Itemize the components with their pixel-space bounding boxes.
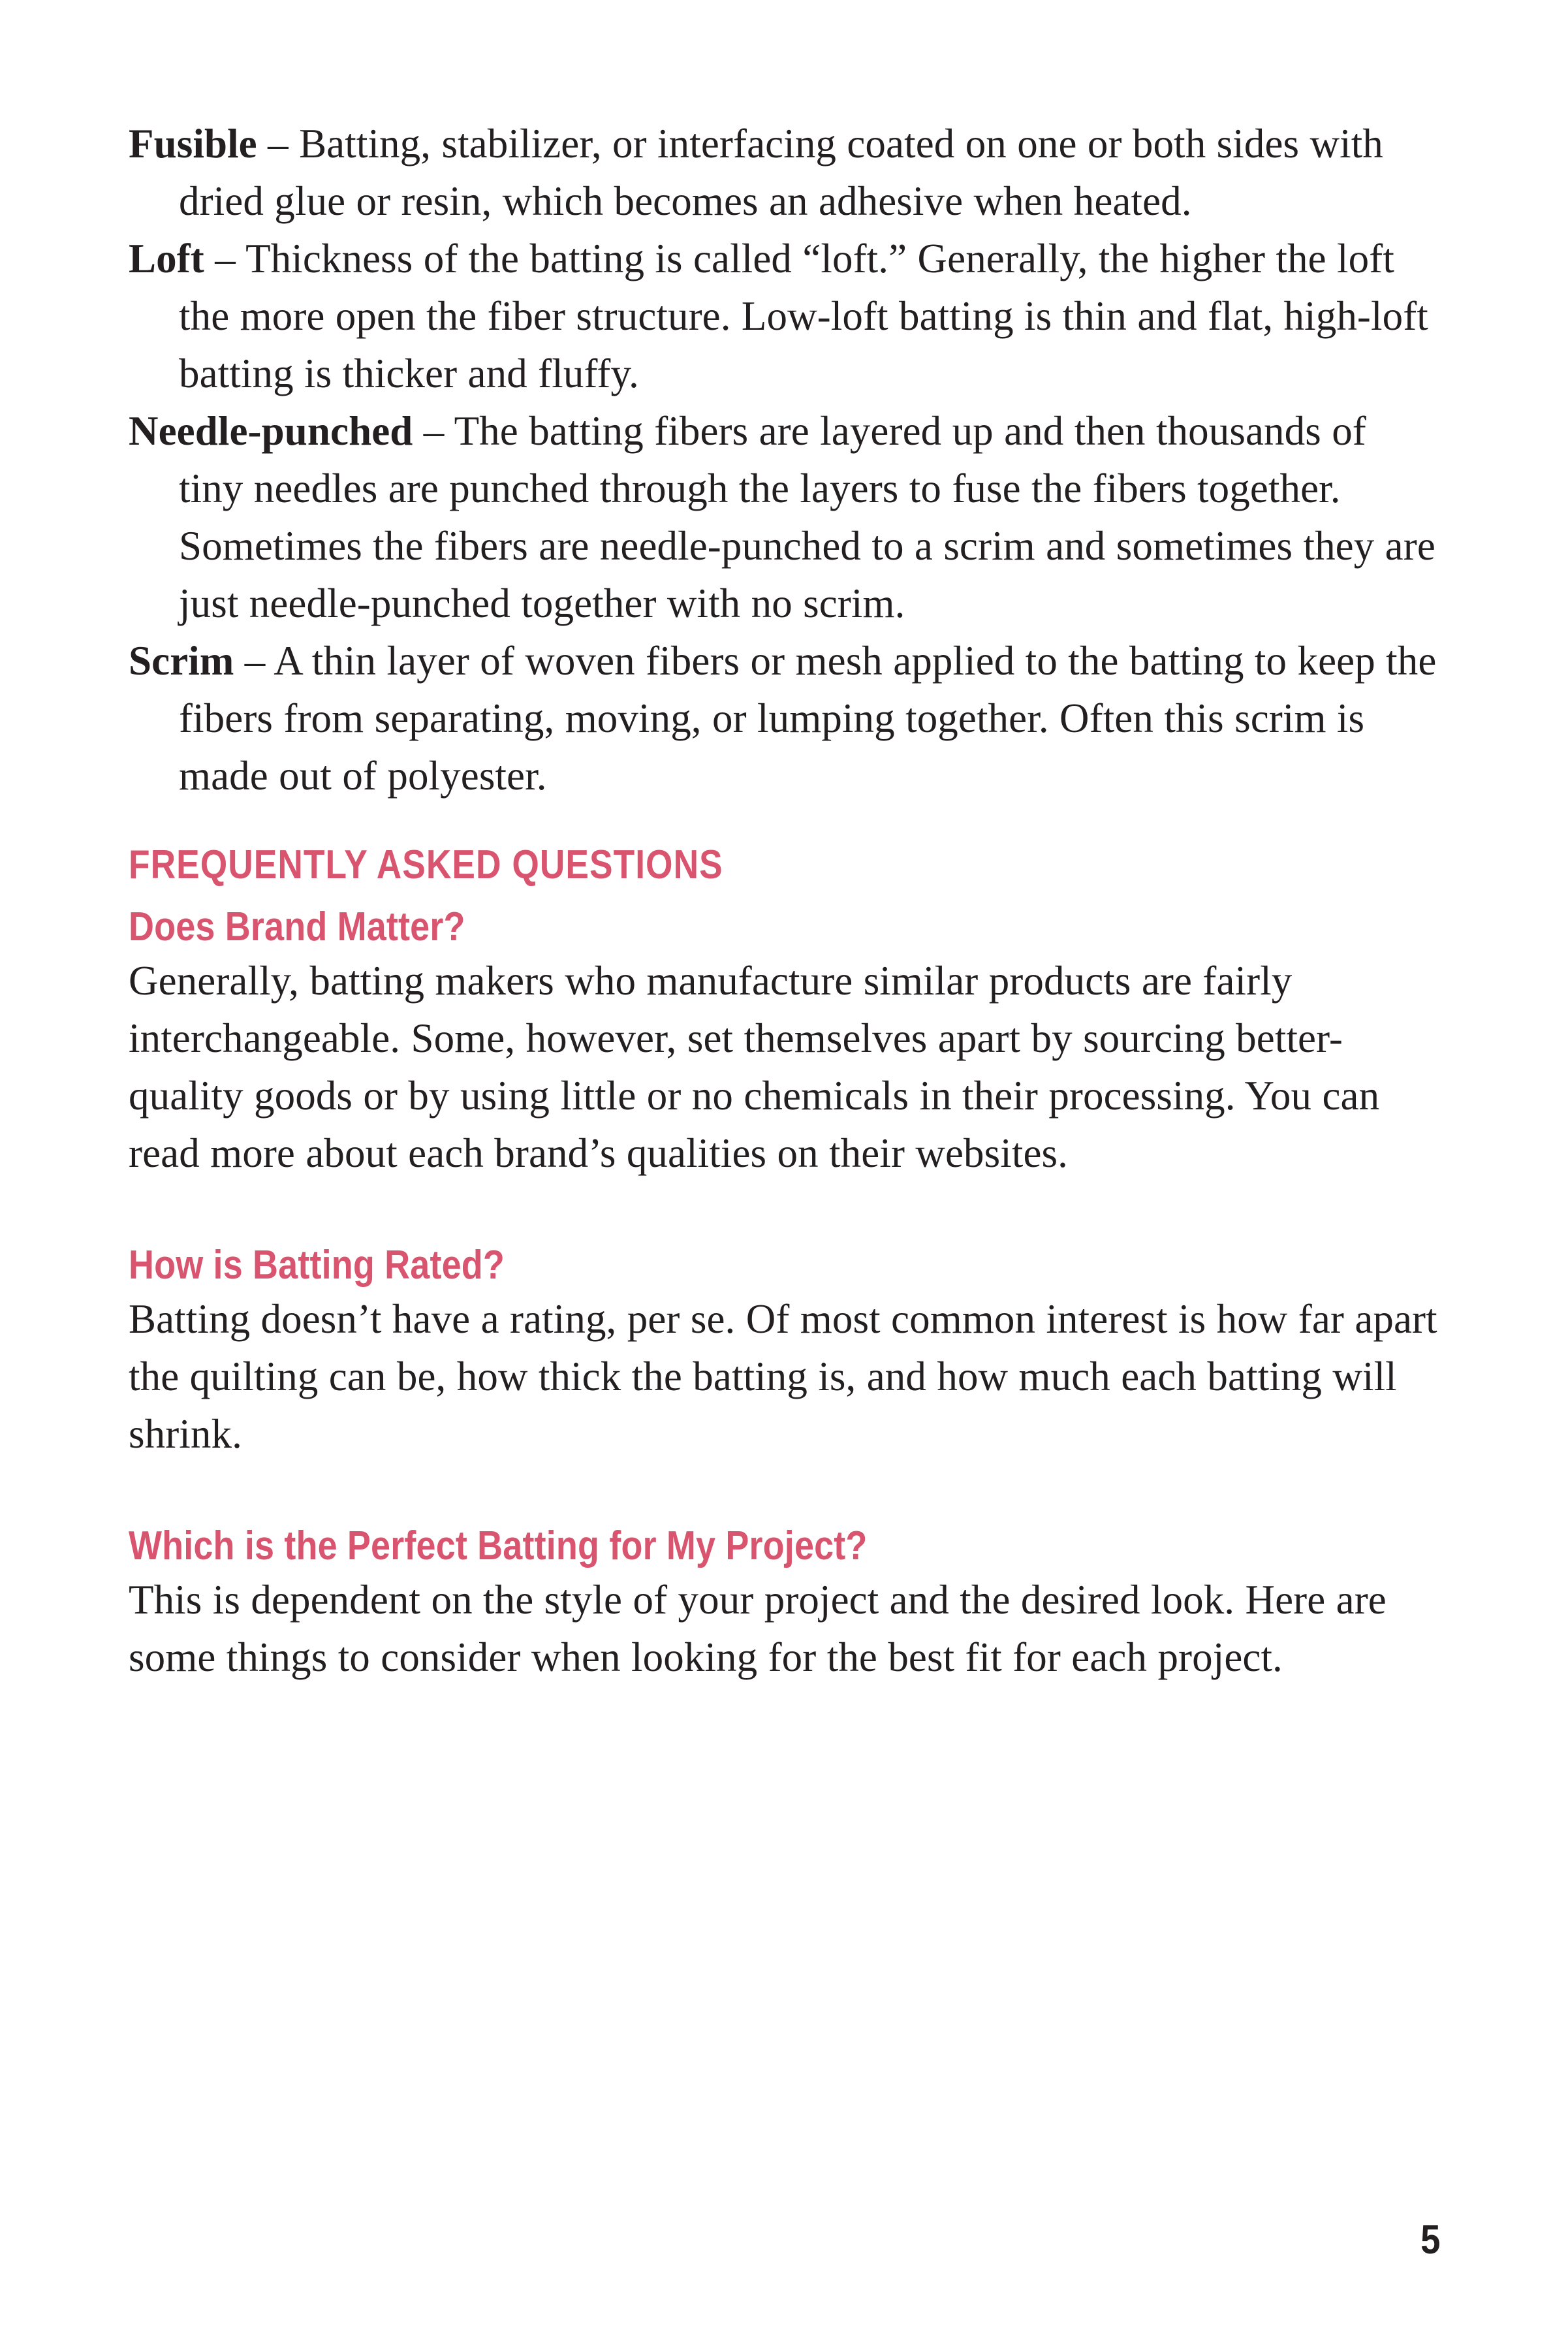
faq-question-heading-perfect-batting: Which is the Perfect Batting for My Project? bbox=[129, 1523, 868, 1568]
faq-answer-brand: Generally, batting makers who manufacture similar products are fairly interchangeable. Some, however, set themselves apart by sourcing better-quality goods or by using little or no chemicals in their processing. You can read more about each brand’s qualities on their websites. bbox=[129, 958, 1380, 1176]
glossary-entry-scrim bbox=[129, 632, 1441, 804]
glossary-term: Loft bbox=[129, 236, 204, 281]
faq-answer-rated: Batting doesn’t have a rating, per se. Of most common interest is how far apart the quilting can be, how thick the batting is, and how much each batting will shrink. bbox=[129, 1296, 1437, 1457]
glossary-entry-fusible bbox=[129, 115, 1441, 230]
faq-section-heading: FREQUENTLY ASKED QUESTIONS bbox=[129, 842, 723, 887]
glossary-term: Needle-punched bbox=[129, 408, 413, 454]
glossary-definition: A thin layer of woven fibers or mesh applied to the batting to keep the fibers from separating, moving, or lumping together. Often this scrim is made out of polyester. bbox=[179, 638, 1437, 799]
glossary-term: Fusible bbox=[129, 121, 257, 167]
page-number: 5 bbox=[1420, 2217, 1440, 2263]
glossary-entry-loft bbox=[129, 230, 1441, 402]
glossary-definition: Batting, stabilizer, or interfacing coated on one or both sides with dried glue or resin, which becomes an adhesive when heated. bbox=[179, 121, 1383, 224]
glossary-term: Scrim bbox=[129, 638, 234, 684]
page-content bbox=[129, 115, 1441, 1686]
glossary-definition: The batting fibers are layered up and then thousands of tiny needles are punched through the layers to fuse the fibers together. Sometimes the fibers are needle-punched to a scrim and sometimes they are just needle-punched together with no scrim. bbox=[179, 408, 1435, 626]
faq-question-heading-rated: How is Batting Rated? bbox=[129, 1243, 505, 1288]
glossary-separator: – bbox=[204, 236, 246, 281]
glossary-entry-needle-punched bbox=[129, 402, 1441, 632]
glossary-separator: – bbox=[234, 638, 274, 684]
glossary-separator: – bbox=[257, 121, 300, 167]
glossary-list bbox=[129, 115, 1441, 804]
glossary-separator: – bbox=[413, 408, 454, 454]
faq-question-heading-brand: Does Brand Matter? bbox=[129, 904, 465, 949]
glossary-definition: Thickness of the batting is called “loft.” Generally, the higher the loft the more open the fiber structure. Low-loft batting is thin and flat, high-loft batting is thicker and fluffy. bbox=[179, 236, 1428, 396]
faq-answer-perfect-batting: This is dependent on the style of your project and the desired look. Here are some things to consider when looking for the best fit for each project. bbox=[129, 1577, 1387, 1680]
